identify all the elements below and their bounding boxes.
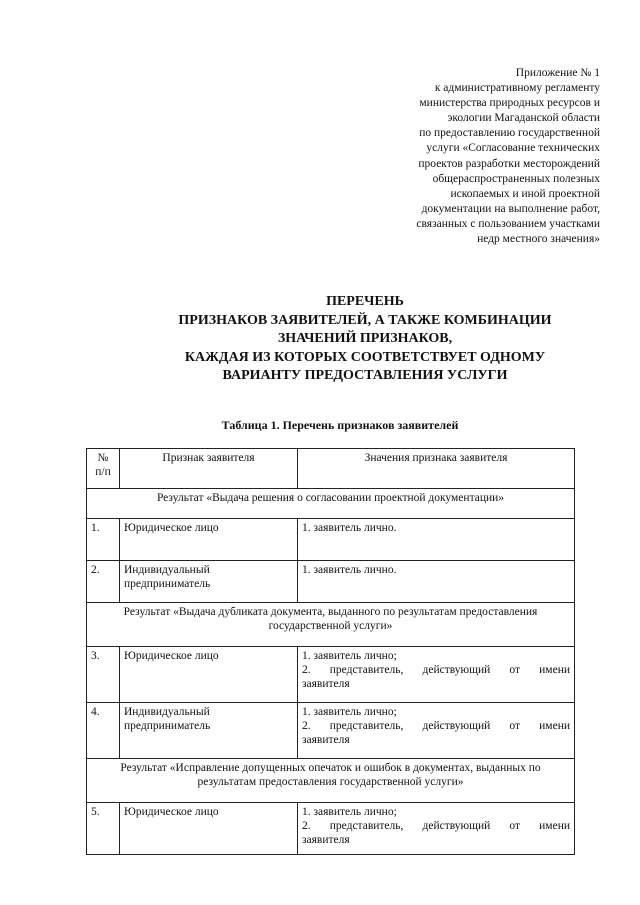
appendix-line: Приложение № 1 <box>515 67 600 79</box>
result-row <box>87 603 575 647</box>
attribute-line: Юридическое лицо <box>124 522 219 534</box>
row-attribute <box>120 561 298 603</box>
row-number: 5. <box>87 803 120 855</box>
appendix-line: министерства природных ресурсов и <box>419 97 600 110</box>
result-line: Результат «Исправление допущенных опечаток и ошибок в документах, выданных по <box>120 762 541 774</box>
table-row <box>87 519 575 561</box>
appendix-line: экологии Магаданской области <box>447 112 600 125</box>
appendix-line: к административному регламенту <box>434 82 600 95</box>
result-title: Результат «Выдача решения о согласовании проектной документации» <box>87 489 575 519</box>
value-line: 1. заявитель лично. <box>302 564 397 576</box>
table-row <box>87 561 575 603</box>
value-line: 2. представитель, действующий от имени <box>302 820 570 832</box>
row-attribute <box>120 647 298 703</box>
table-header-row <box>87 449 575 489</box>
value-line: 1. заявитель лично; <box>302 706 397 718</box>
appendix-line: проектов разработки месторождений <box>418 157 600 170</box>
table-row <box>87 647 575 703</box>
row-values <box>298 703 575 759</box>
appendix-line: по предоставлению государственной <box>419 127 600 140</box>
value-line: 2. представитель, действующий от имени <box>302 720 570 732</box>
result-line: результатам предоставления государственной услуги» <box>197 776 464 788</box>
row-number: 3. <box>87 647 120 703</box>
header-values: Значения признака заявителя <box>298 449 575 489</box>
appendix-line: услуги «Согласование технических <box>426 142 600 155</box>
header-number-line1: № <box>97 452 109 464</box>
result-line: государственной услуги» <box>268 620 393 632</box>
row-values <box>298 647 575 703</box>
value-line: заявителя <box>302 734 350 746</box>
heading-line: КАЖДАЯ ИЗ КОТОРЫХ СООТВЕТСТВУЕТ ОДНОМУ <box>184 349 546 365</box>
header-number <box>87 449 120 489</box>
table-row <box>87 703 575 759</box>
table-row <box>87 803 575 855</box>
header-attribute: Признак заявителя <box>120 449 298 489</box>
value-line: заявителя <box>302 678 350 690</box>
document-heading <box>140 293 590 386</box>
value-line: 2. представитель, действующий от имени <box>302 664 570 676</box>
appendix-line: связанных с пользованием участками <box>416 217 600 230</box>
appendix-line: недр местного значения» <box>477 233 600 246</box>
attribute-line: предприниматель <box>124 720 211 732</box>
attribute-line: Индивидуальный <box>124 564 210 576</box>
heading-line: ВАРИАНТУ ПРЕДОСТАВЛЕНИЯ УСЛУГИ <box>222 368 508 383</box>
row-values <box>298 519 575 561</box>
row-number: 2. <box>87 561 120 603</box>
appendix-line: ископаемых и иной проектной <box>450 187 600 200</box>
attribute-line: предприниматель <box>124 578 211 590</box>
appendix-line: документации на выполнение работ, <box>421 202 600 215</box>
result-title <box>87 603 575 647</box>
applicant-attributes-table <box>86 448 575 855</box>
result-row <box>87 489 575 519</box>
row-attribute <box>120 519 298 561</box>
attribute-line: Юридическое лицо <box>124 806 219 818</box>
value-line: заявителя <box>302 834 350 846</box>
attribute-line: Индивидуальный <box>124 706 210 718</box>
row-attribute <box>120 703 298 759</box>
heading-line: ПРИЗНАКОВ ЗАЯВИТЕЛЕЙ, А ТАКЖЕ КОМБИНАЦИИ <box>178 312 552 328</box>
value-line: 1. заявитель лично; <box>302 806 397 818</box>
result-row <box>87 759 575 803</box>
heading-line: ЗНАЧЕНИЙ ПРИЗНАКОВ, <box>277 331 453 346</box>
heading-line: ПЕРЕЧЕНЬ <box>326 294 404 309</box>
appendix-line: общераспространенных полезных <box>432 172 600 185</box>
header-number-line2: п/п <box>95 466 111 478</box>
row-number: 1. <box>87 519 120 561</box>
result-line: Результат «Выдача дубликата документа, выданного по результатам предоставления <box>123 606 538 618</box>
row-values <box>298 803 575 855</box>
row-attribute <box>120 803 298 855</box>
table-caption: Таблица 1. Перечень признаков заявителей <box>221 418 459 432</box>
result-title <box>87 759 575 803</box>
appendix-note <box>360 66 600 247</box>
row-number: 4. <box>87 703 120 759</box>
attribute-line: Юридическое лицо <box>124 650 219 662</box>
row-values <box>298 561 575 603</box>
value-line: 1. заявитель лично; <box>302 650 397 662</box>
value-line: 1. заявитель лично. <box>302 522 397 534</box>
